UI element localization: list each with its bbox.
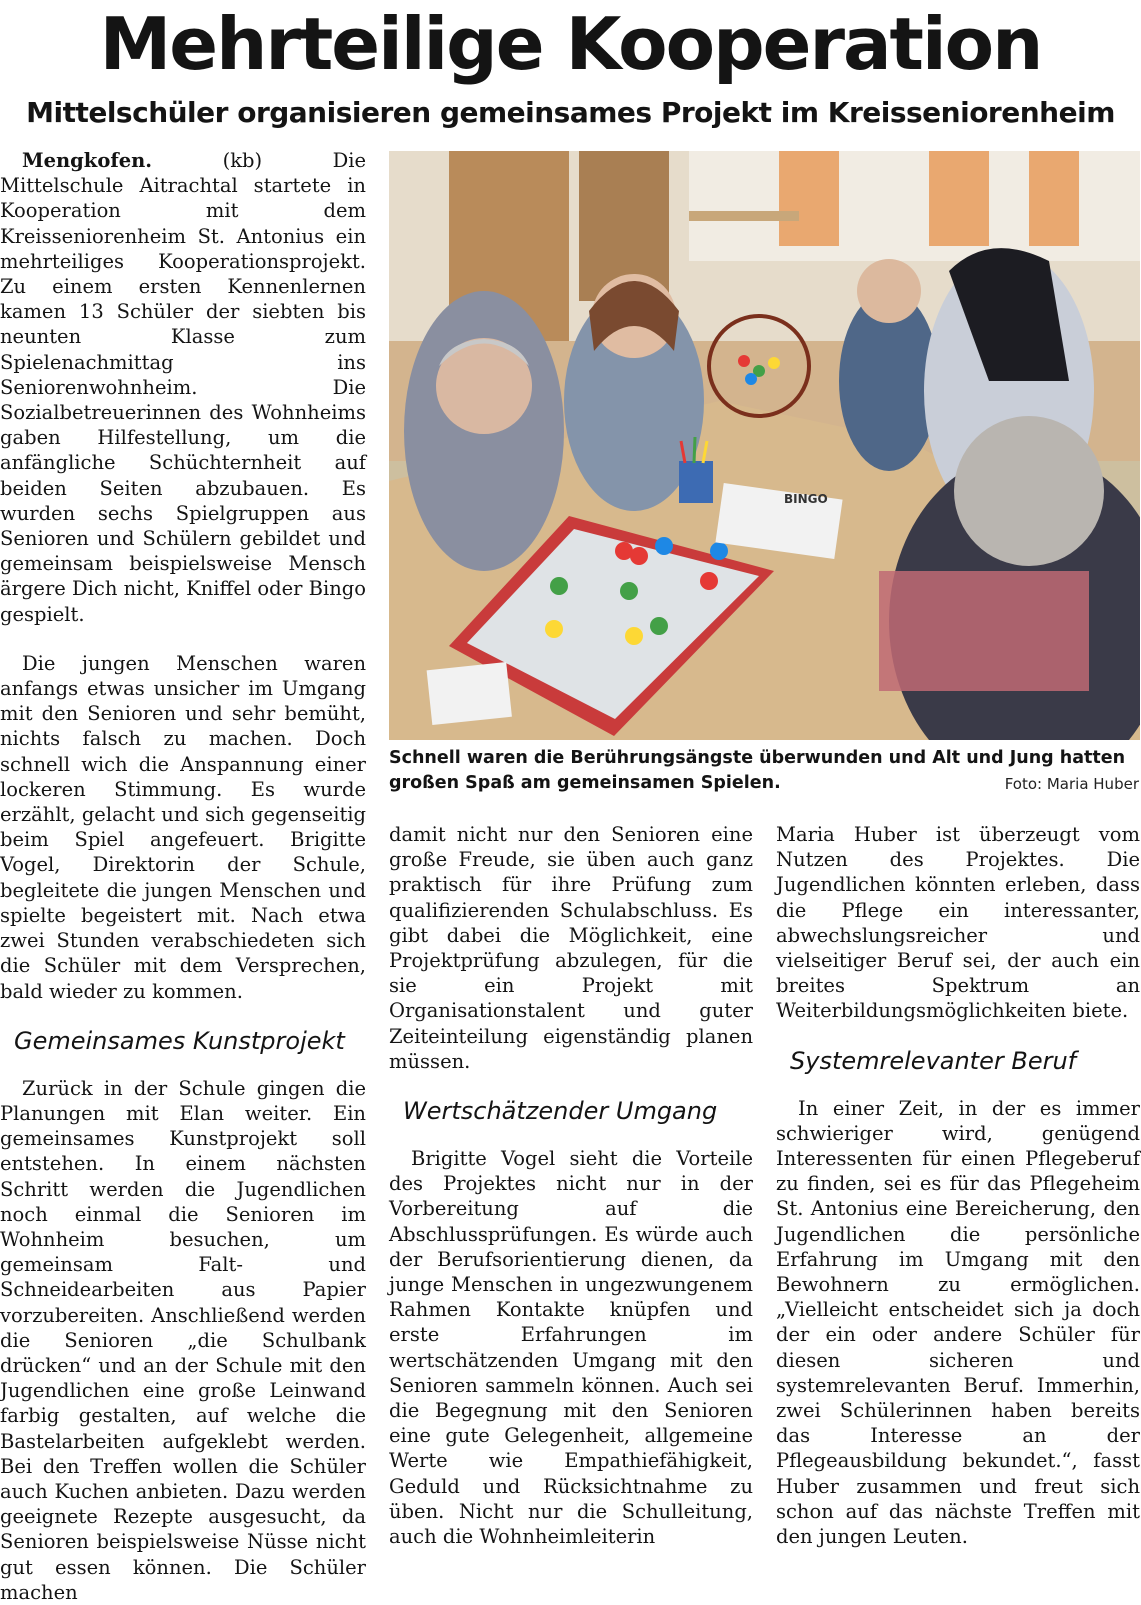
- paragraph: [0, 148, 366, 627]
- subheadline: Mittelschüler organisieren gemeinsames Projekt im Kreisseniorenheim: [26, 96, 1115, 129]
- section-heading-wertschaetzender-umgang: Wertschätzender Umgang: [403, 1097, 718, 1126]
- paragraph: Brigitte Vogel sieht die Vorteile des Projektes nicht nur in der Vorbereitung auf die Abschlussprüfungen. Es würde auch der Berufsorientierung dienen, da junge Menschen in ungezwungenem Rahmen Kontakte knüpfen und erste Erfahrungen im wertschätzenden Umgang mit den Senioren sammeln können. Auch sei die Begegnung mit den Senioren eine gute Gelegenheit, allgemeine Werte wie Empathiefähigkeit, Geduld und Rücksichtnahme zu üben. Nicht nur die Schulleitung, auch die Wohnheimleiterin: [389, 1147, 753, 1549]
- paragraph-text: (kb) Die Mittelschule Aitrachtal startete in Kooperation mit dem Kreisseniorenheim St. Antonius ein mehrteiliges Kooperationsprojekt. Zu einem ersten Kennenlernen kamen 13 Schüler der siebten bis neunten Klasse zum Spielenachmittag ins Seniorenwohnheim. Die Sozialbetreuerinnen des Wohnheims gaben Hilfestellung, um die anfängliche Schüchternheit auf beiden Seiten abzubauen. Es wurden sechs Spielgruppen aus Senioren und Schülern gebildet und gemeinsam beispielsweise Mensch ärgere Dich nicht, Kniffel oder Bingo gespielt.: [0, 149, 366, 626]
- section-heading-kunstprojekt: Gemeinsames Kunstprojekt: [14, 1026, 345, 1055]
- article-column-3: [776, 822, 1140, 1549]
- paragraph: Maria Huber ist überzeugt vom Nutzen des Projektes. Die Jugendlichen könnten erleben, dass die Pflege ein interessanter, abwechslungsreicher und vielseitiger Beruf sei, der auch ein breites Spektrum an Weiterbildungsmöglichkeiten biete.: [776, 823, 1140, 1023]
- article-column-1: [0, 148, 366, 1605]
- article-column-2: [389, 822, 753, 1549]
- paragraph: damit nicht nur den Senioren eine große Freude, sie üben auch ganz praktisch für ihre Prüfung zum qualifizierenden Schulabschluss. Es gibt dabei die Möglichkeit, eine Projektprüfung abzulegen, für die sie ein Projekt mit Organisationstalent und guter Zeiteinteilung eigenständig planen müssen.: [389, 823, 753, 1073]
- paragraph: Die jungen Menschen waren anfangs etwas unsicher im Umgang mit den Senioren und sehr bemüht, nichts falsch zu machen. Doch schnell wich die Anspannung einer lockeren Stimmung. Es wurde erzählt, gelacht und sich gegenseitig beim Spiel angefeuert. Brigitte Vogel, Direktorin der Schule, begleitete die jungen Menschen und spielte begeistert mit. Nach etwa zwei Stunden verabschiedeten sich die Schüler mit dem Versprechen, bald wieder zu kommen.: [0, 651, 366, 1003]
- bingo-card-label: BINGO: [784, 492, 828, 506]
- paragraph: In einer Zeit, in der es immer schwieriger wird, genügend Interessenten für einen Pflegeberuf zu finden, sei es für das Pflegeheim St. Antonius eine Bereicherung, den Jugendlichen die persönliche Erfahrung im Umgang mit den Bewohnern zu ermöglichen. „Vielleicht entscheidet sich ja doch der ein oder andere Schüler für diesen sicheren und systemrelevanten Beruf. Immerhin, zwei Schülerinnen haben bereits das Interesse an der Pflegeausbildung bekundet.“, fasst Huber zusammen und freut sich schon auf das nächste Treffen mit den jungen Leuten.: [776, 1096, 1140, 1549]
- paragraph: Zurück in der Schule gingen die Planungen mit Elan weiter. Ein gemeinsames Kunstprojekt soll entstehen. In einem nächsten Schritt werden die Jugendlichen noch einmal die Senioren im Wohnheim besuchen, um gemeinsam Falt- und Schneidearbeiten aus Papier vorzubereiten. Anschließend werden die Senioren „die Schulbank drücken“ und an der Schule mit den Jugendlichen eine große Leinwand farbig gestalten, auf welche die Bastelarbeiten aufgeklebt werden. Bei den Treffen wollen die Schüler auch Kuchen anbieten. Dazu werden geeignete Rezepte ausgesucht, da Senioren beispielsweise Nüsse nicht gut essen können. Die Schüler machen: [0, 1076, 366, 1604]
- headline: Mehrteilige Kooperation: [99, 2, 1042, 86]
- photo-credit: Foto: Maria Huber: [1004, 775, 1139, 793]
- article-photo: [389, 151, 1140, 740]
- photo-caption: Schnell waren die Berührungsängste überwunden und Alt und Jung hatten großen Spaß am gemeinsamen Spielen.: [389, 748, 1126, 793]
- section-heading-systemrelevanter-beruf: Systemrelevanter Beruf: [790, 1046, 1077, 1075]
- dateline: Mengkofen.: [22, 149, 153, 172]
